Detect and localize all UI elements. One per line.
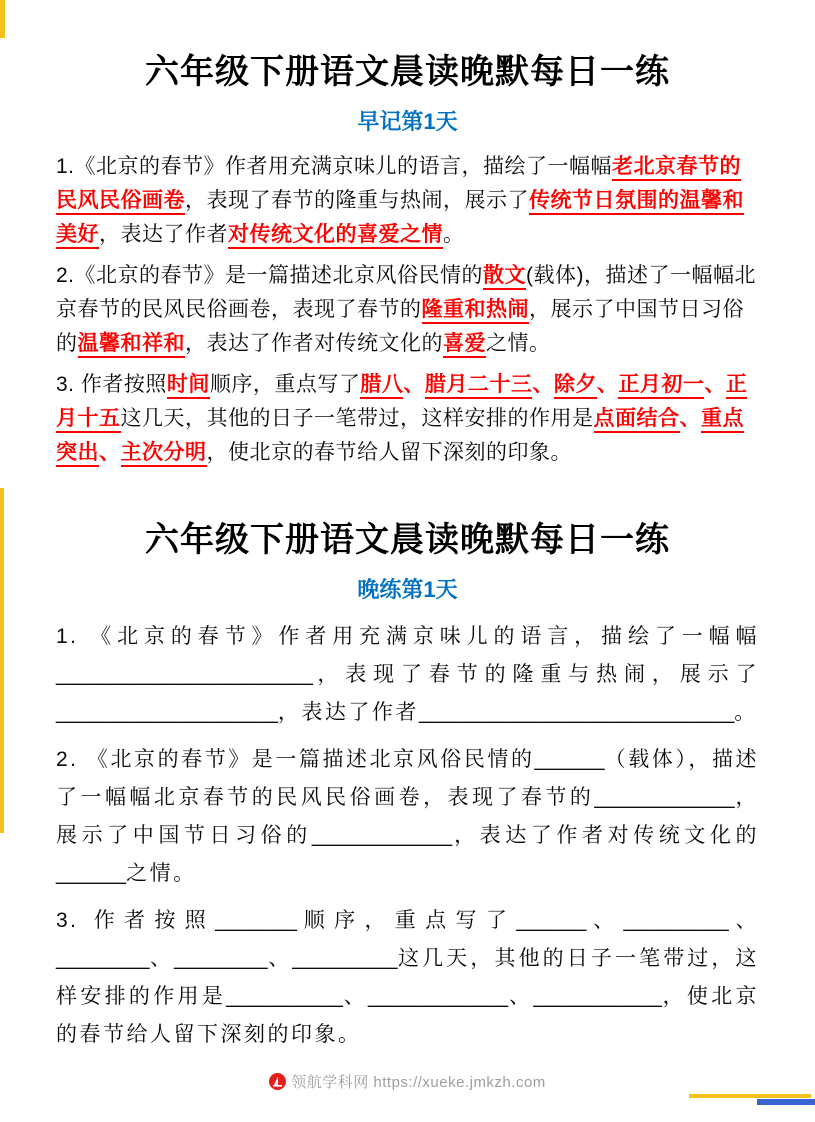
body-text: 、 (586, 909, 624, 932)
answer-text: 主次分明 (121, 441, 207, 467)
evening-section (56, 512, 759, 1054)
body-text: ，使北京的春节给人留下深刻的印象。 (206, 441, 572, 464)
blank-line: ______ (534, 748, 605, 771)
blank-line: ___________________________ (418, 701, 735, 724)
worksheet-paragraph (56, 618, 759, 732)
answer-text: 腊月二十三 (425, 373, 533, 399)
body-text: 、 (149, 947, 175, 970)
body-text: 1. 《北京的春节》作者用充满京味儿的语言，描绘了一幅幅 (56, 625, 759, 648)
body-text: 这几天，其他的日子一笔带过，这样安排的作用是 (56, 947, 760, 1008)
worksheet-paragraph (56, 902, 759, 1054)
footer-site-name: 领航学科网 (291, 1074, 369, 1091)
blank-line: ________ (56, 947, 150, 970)
morning-section-title: 六年级下册语文晨读晚默每日一练 (145, 54, 670, 91)
blank-line: _______ (215, 909, 297, 932)
body-text: 3. 作者按照 (56, 909, 216, 932)
red-punctuation: 、 (704, 373, 726, 396)
answer-text: 传统节日氛围的温馨和美好 (56, 189, 744, 249)
red-punctuation: 、 (596, 373, 619, 396)
body-text: 顺序，重点写了 (209, 373, 361, 396)
blank-line: ________ (174, 947, 268, 970)
red-punctuation: 、 (403, 373, 425, 396)
page-border-fragment-bottom-blue (757, 1099, 815, 1105)
answer-text: 老北京春节的民风民俗画卷 (56, 155, 741, 215)
worksheet-paragraph (56, 259, 759, 361)
blank-line: ___________ (533, 985, 662, 1008)
body-text: 之情。 (126, 862, 197, 885)
evening-paragraphs (56, 618, 759, 1054)
blank-line: _________ (623, 909, 729, 932)
morning-paragraphs (56, 150, 759, 470)
page-border-fragment-left (0, 488, 4, 833)
answer-text: 隆重和热闹 (422, 298, 530, 324)
morning-section-subtitle: 早记第1天 (357, 109, 458, 134)
answer-text: 散文 (483, 264, 526, 290)
body-text: 3. 作者按照 (56, 373, 167, 396)
answer-text: 除夕 (554, 373, 597, 399)
blank-line: ______ (56, 862, 127, 885)
body-text: 2.《北京的春节》是一篇描述北京风俗民情的 (56, 264, 484, 287)
worksheet-paragraph (56, 741, 759, 893)
blank-line: ______ (516, 909, 587, 932)
blank-line: ___________________ (56, 701, 278, 724)
body-text: 1.《北京的春节》作者用充满京味儿的语言，描绘了一幅幅 (56, 155, 613, 178)
blank-line: _________ (292, 947, 398, 970)
body-text: 、 (342, 985, 369, 1008)
answer-text: 对传统文化的喜爱之情 (228, 223, 443, 249)
morning-section (56, 44, 759, 470)
evening-section-title: 六年级下册语文晨读晚默每日一练 (145, 522, 670, 559)
body-text: 之情。 (486, 332, 551, 355)
answer-text: 喜爱 (443, 332, 486, 358)
body-text: （载体），描述了一幅幅北京春节的民风民俗画卷，表现了春节的 (56, 748, 759, 809)
answer-text: 腊八 (360, 373, 403, 399)
body-text: ，表达了作者对传统文化的 (452, 824, 760, 847)
body-text: ，表现了春节的隆重与热闹，展示了 (185, 189, 529, 212)
blank-line: ______________________ (56, 663, 313, 686)
answer-text: 时间 (167, 373, 210, 399)
red-punctuation: 、 (532, 373, 554, 396)
body-text: ，展示了中国节日习俗的 (56, 298, 744, 355)
body-text: ，展示了中国节日习俗的 (56, 786, 760, 847)
answer-text: 点面结合 (594, 407, 680, 433)
worksheet-paragraph (56, 150, 759, 252)
blank-line: __________ (226, 985, 343, 1008)
answer-text: 正月十五 (56, 373, 747, 433)
red-punctuation: 、 (99, 441, 121, 464)
evening-section-subtitle: 晚练第1天 (357, 577, 458, 602)
answer-text: 正月初一 (618, 373, 704, 399)
answer-text: 重点突出 (56, 407, 744, 467)
blank-line: ____________ (594, 786, 735, 809)
page-border-fragment-top-left (0, 0, 5, 38)
site-logo-icon (269, 1073, 286, 1090)
answer-text: 温馨和祥和 (78, 332, 186, 358)
blank-line: ____________ (311, 824, 452, 847)
body-text: ，表达了作者 (99, 223, 228, 246)
body-text: (载体)，描述了一幅幅北京春节的民风民俗画卷，表现了春节的 (56, 264, 757, 321)
page-border-fragment-bottom-yellow (689, 1094, 811, 1098)
red-punctuation: 、 (679, 407, 701, 430)
worksheet-paragraph (56, 368, 759, 470)
body-text: 、 (267, 947, 293, 970)
footer-url: https://xueke.jmkzh.com (373, 1074, 546, 1091)
body-text: ，表达了作者对传统文化的 (185, 332, 443, 355)
body-text: 。 (734, 701, 758, 724)
body-text: 、 (728, 909, 760, 932)
body-text: 。 (443, 223, 465, 246)
blank-line: ____________ (368, 985, 509, 1008)
body-text: ，表现了春节的隆重与热闹，展示了 (312, 663, 759, 686)
body-text: ，使北京的春节给人留下深刻的印象。 (56, 985, 760, 1046)
body-text: 这几天，其他的日子一笔带过，这样安排的作用是 (120, 407, 594, 430)
body-text: 、 (508, 985, 534, 1008)
body-text: 2. 《北京的春节》是一篇描述北京风俗民情的 (56, 748, 535, 771)
page-footer (0, 1071, 815, 1092)
body-text: ，表达了作者 (277, 701, 419, 724)
body-text: 顺序，重点写了 (296, 909, 517, 932)
